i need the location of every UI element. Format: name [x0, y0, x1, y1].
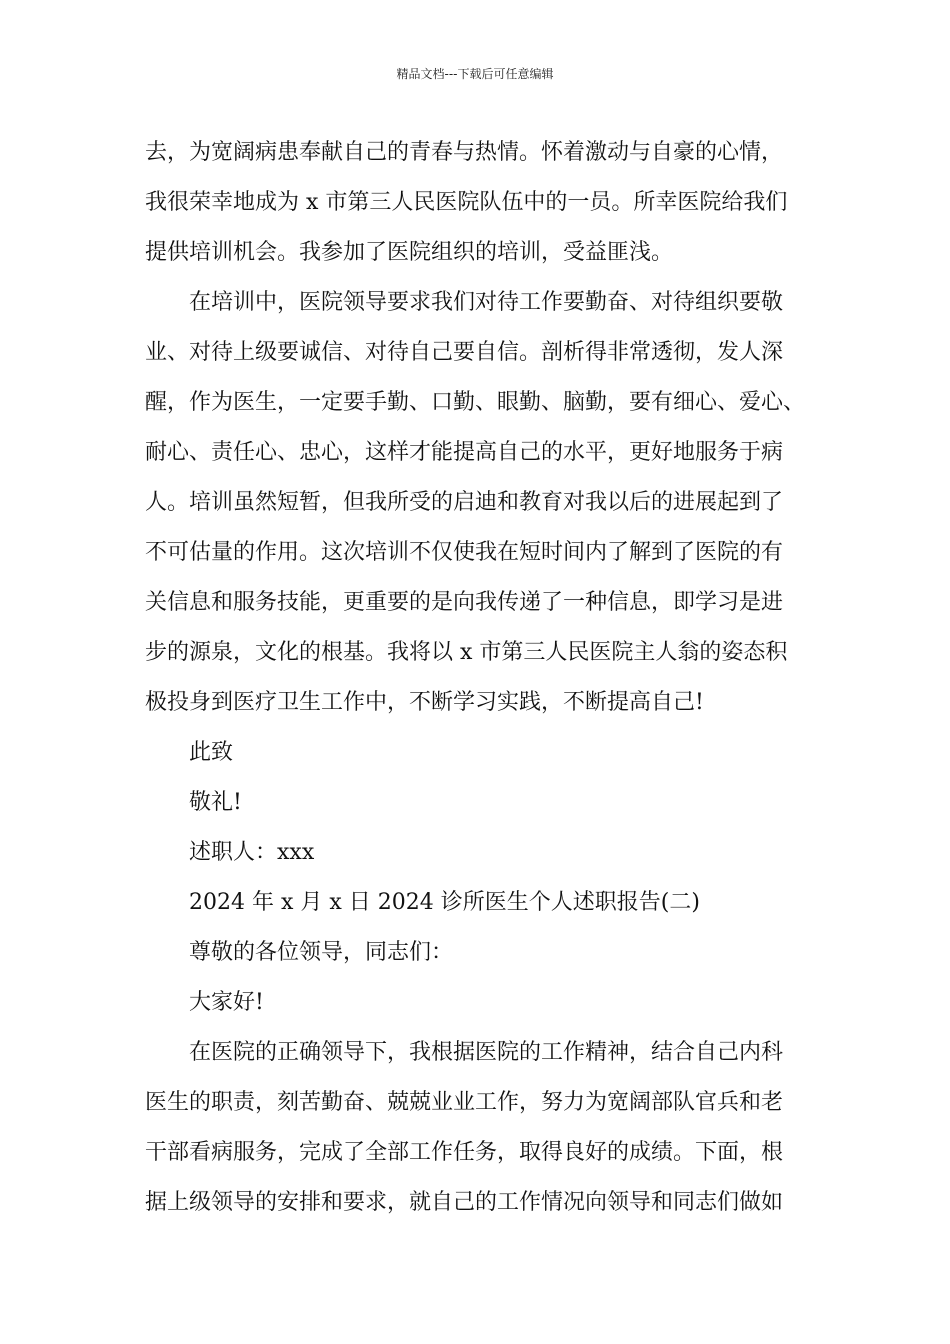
text-line: 提供培训机会。我参加了医院组织的培训，受益匪浅。	[145, 240, 674, 265]
author-line: 述职人：xxx	[189, 840, 315, 865]
text-line: 极投身到医疗卫生工作中，不断学习实践，不断提高自己!	[145, 690, 704, 715]
text-line: 人。培训虽然短暂，但我所受的启迪和教育对我以后的进展起到了	[145, 490, 784, 515]
text-line: 关信息和服务技能，更重要的是向我传递了一种信息，即学习是进	[145, 590, 784, 615]
greeting-line: 尊敬的各位领导，同志们：	[189, 940, 454, 965]
page-header: 精品文档---下载后可任意编辑	[396, 67, 554, 81]
text-line: 据上级领导的安排和要求，就自己的工作情况向领导和同志们做如	[145, 1190, 784, 1215]
text-line: 耐心、责任心、忠心，这样才能提高自己的水平，更好地服务于病	[145, 440, 784, 465]
closing-line: 此致	[189, 740, 234, 765]
date-title-line: 2024 年 x 月 x 日 2024 诊所医生个人述职报告(二)	[189, 890, 700, 915]
text-line: 不可估量的作用。这次培训不仅使我在短时间内了解到了医院的有	[145, 540, 784, 565]
text-line: 业、对待上级要诚信、对待自己要自信。剖析得非常透彻，发人深	[145, 340, 784, 365]
salute-line: 敬礼!	[189, 790, 242, 815]
document-body	[145, 128, 820, 1228]
text-line: 醒，作为医生，一定要手勤、口勤、眼勤、脑勤，要有细心、爱心、	[145, 390, 806, 415]
text-line: 我很荣幸地成为 x 市第三人民医院队伍中的一员。所幸医院给我们	[145, 190, 788, 215]
text-line: 医生的职责，刻苦勤奋、兢兢业业工作，努力为宽阔部队官兵和老	[145, 1090, 784, 1115]
greeting-line: 大家好!	[189, 990, 264, 1015]
paragraph-start-line: 在医院的正确领导下，我根据医院的工作精神，结合自己内科	[189, 1040, 784, 1065]
text-line: 去，为宽阔病患奉献自己的青春与热情。怀着激动与自豪的心情，	[145, 140, 784, 165]
text-line: 干部看病服务，完成了全部工作任务，取得良好的成绩。下面，根	[145, 1140, 784, 1165]
text-line: 步的源泉，文化的根基。我将以 x 市第三人民医院主人翁的姿态积	[145, 640, 788, 665]
paragraph-start-line: 在培训中，医院领导要求我们对待工作要勤奋、对待组织要敬	[189, 290, 784, 315]
